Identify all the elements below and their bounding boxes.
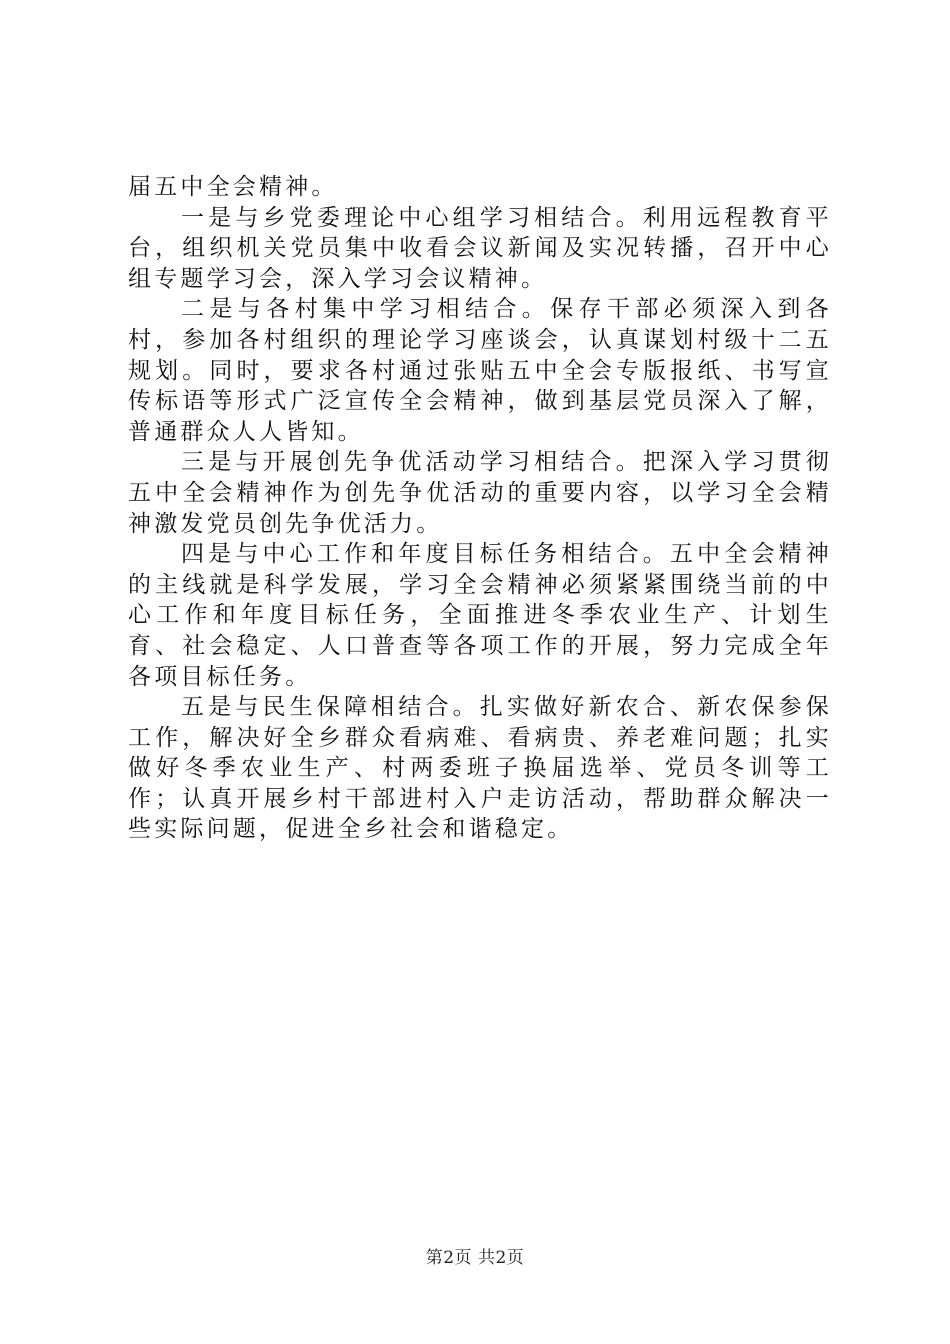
paragraph-point-two: 二是与各村集中学习相结合。保存干部必须深入到各村，参加各村组织的理论学习座谈会，认真谋划村级十二五规划。同时，要求各村通过张贴五中全会专版报纸、书写宣传标语等形式广泛宣传全会精神，做到基层党员深入了解，普通群众人人皆知。: [128, 296, 832, 445]
page-number-footer: 第2页 共2页: [425, 1248, 525, 1268]
document-body: [128, 172, 832, 845]
paragraph-continuation: 届五中全会精神。: [128, 174, 338, 200]
paragraph-point-one: 一是与乡党委理论中心组学习相结合。利用远程教育平台，组织机关党员集中收看会议新闻及实况转播，召开中心组专题学习会，深入学习会议精神。: [128, 204, 832, 292]
paragraph-point-four: 四是与中心工作和年度目标任务相结合。五中全会精神的主线就是科学发展，学习全会精神必须紧紧围绕当前的中心工作和年度目标任务，全面推进冬季农业生产、计划生育、社会稳定、人口普查等各项工作的开展，努力完成全年各项目标任务。: [128, 541, 832, 690]
paragraph-point-five: 五是与民生保障相结合。扎实做好新农合、新农保参保工作，解决好全乡群众看病难、看病贵、养老难问题；扎实做好冬季农业生产、村两委班子换届选举、党员冬训等工作；认真开展乡村干部进村入户走访活动，帮助群众解决一些实际问题，促进全乡社会和谐稳定。: [128, 694, 832, 843]
paragraph-point-three: 三是与开展创先争优活动学习相结合。把深入学习贯彻五中全会精神作为创先争优活动的重要内容，以学习全会精神激发党员创先争优活力。: [128, 449, 832, 537]
